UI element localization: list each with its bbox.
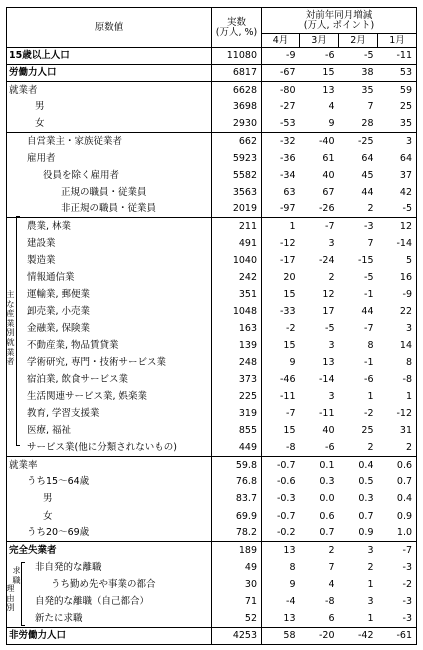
row-change-4: -3 xyxy=(378,559,417,576)
row-change-1: 15 xyxy=(283,340,296,352)
row-label-cell xyxy=(7,48,212,65)
row-value: 5582 xyxy=(212,167,262,184)
row-change-2: 12 xyxy=(322,288,335,300)
row-change-2: 9 xyxy=(328,118,335,130)
row-change-3: 8 xyxy=(367,340,374,352)
table-row xyxy=(7,440,417,457)
row-change-4: -14 xyxy=(378,235,417,252)
row-change-3: 7 xyxy=(367,101,374,113)
row-change-4: 8 xyxy=(378,354,417,371)
row-change-1: -27 xyxy=(279,101,296,113)
row-change-1: -97 xyxy=(279,203,296,215)
row-change-1: -4 xyxy=(286,595,296,607)
row-change-1: 63 xyxy=(283,186,296,198)
row-change-1: 13 xyxy=(262,542,300,559)
row-value: 225 xyxy=(212,388,262,405)
row-change-3: 45 xyxy=(361,169,374,181)
table-row xyxy=(7,525,417,542)
row-change-3: 1 xyxy=(367,612,374,624)
header-month-1: 4月 xyxy=(262,34,300,48)
row-change-3: 28 xyxy=(361,118,374,130)
row-value: 211 xyxy=(212,218,262,235)
row-change-3: 3 xyxy=(367,595,374,607)
row-label: 女 xyxy=(35,118,45,130)
row-label-cell xyxy=(7,235,212,252)
header-change-title: 対前年同月増減 xyxy=(305,10,373,21)
row-change-4: -2 xyxy=(378,576,417,593)
row-label-cell xyxy=(7,99,212,116)
table-row xyxy=(7,133,417,150)
row-change-2: -6 xyxy=(300,48,339,65)
row-change-1: -34 xyxy=(279,169,296,181)
row-change-4: -3 xyxy=(378,610,417,627)
row-change-3: 0.4 xyxy=(339,457,378,474)
table-row xyxy=(7,423,417,440)
row-change-1: 20 xyxy=(283,271,296,283)
row-change-1: 15 xyxy=(283,425,296,437)
row-change-4: 53 xyxy=(378,65,417,82)
labour-force-table xyxy=(6,7,417,645)
row-change-3: 2 xyxy=(367,442,374,454)
header-value-unit: (万人, %) xyxy=(215,26,258,38)
row-change-3: 64 xyxy=(361,152,374,164)
row-label: 非自発的な離職 xyxy=(35,561,102,573)
row-change-2: -24 xyxy=(318,254,335,266)
row-change-3: -15 xyxy=(357,254,374,266)
row-change-4: 0.4 xyxy=(378,491,417,508)
row-label-cell xyxy=(7,610,212,627)
row-label: 労働力人口 xyxy=(9,67,57,79)
row-change-2: -20 xyxy=(300,627,339,644)
row-change-1: 8 xyxy=(289,561,296,573)
header-value-label: 実数 xyxy=(226,17,246,28)
header-change-group xyxy=(262,8,417,34)
row-change-2: 67 xyxy=(322,186,335,198)
header-month-3: 2月 xyxy=(339,34,378,48)
table-row xyxy=(7,491,417,508)
table-row xyxy=(7,150,417,167)
row-change-1: -7 xyxy=(286,408,296,420)
row-change-4: 25 xyxy=(378,99,417,116)
row-value: 59.8 xyxy=(212,457,262,474)
row-label-cell xyxy=(7,82,212,99)
row-change-2: 13 xyxy=(322,357,335,369)
row-change-2: 17 xyxy=(322,305,335,317)
row-value: 4253 xyxy=(212,627,262,644)
row-label-cell xyxy=(7,269,212,286)
row-change-2: 3 xyxy=(328,391,335,403)
row-value: 49 xyxy=(212,559,262,576)
row-change-1: -0.2 xyxy=(276,527,296,539)
row-label: 就業者 xyxy=(9,84,38,96)
row-change-4: 16 xyxy=(378,269,417,286)
row-label-cell xyxy=(7,167,212,184)
row-change-3: 44 xyxy=(361,186,374,198)
row-change-1: -80 xyxy=(262,82,300,99)
row-change-2: -8 xyxy=(325,595,335,607)
table-row xyxy=(7,337,417,354)
row-label: 15歳以上人口 xyxy=(9,50,70,62)
row-change-4: -11 xyxy=(378,48,417,65)
row-value: 69.9 xyxy=(212,508,262,525)
row-change-4: 0.9 xyxy=(378,508,417,525)
row-change-4: -12 xyxy=(378,405,417,422)
row-change-2: -6 xyxy=(325,442,335,454)
row-value: 5923 xyxy=(212,150,262,167)
row-value: 2930 xyxy=(212,116,262,133)
table-row xyxy=(7,542,417,559)
row-change-3: 2 xyxy=(367,561,374,573)
table-row xyxy=(7,269,417,286)
header-change-unit: (万人, ポイント) xyxy=(303,19,375,31)
row-change-1: -67 xyxy=(262,65,300,82)
row-value: 449 xyxy=(212,440,262,457)
row-label-cell xyxy=(7,576,212,593)
row-change-1: -32 xyxy=(262,133,300,150)
row-label-cell xyxy=(7,65,212,82)
row-label-cell xyxy=(7,303,212,320)
row-change-2: 13 xyxy=(300,82,339,99)
row-value: 6628 xyxy=(212,82,262,99)
row-label: 女 xyxy=(43,510,53,522)
row-change-3: 3 xyxy=(339,542,378,559)
row-label: 正規の職員・従業員 xyxy=(61,186,147,198)
row-change-2: 40 xyxy=(322,425,335,437)
row-change-1: -12 xyxy=(279,237,296,249)
row-value: 78.2 xyxy=(212,525,262,542)
row-label-cell xyxy=(7,388,212,405)
row-label: 非労働力人口 xyxy=(9,629,67,641)
row-label: 教育, 学習支援業 xyxy=(27,408,100,420)
row-change-3: 0.7 xyxy=(358,510,374,522)
row-label: 完全失業者 xyxy=(9,544,57,556)
row-value: 139 xyxy=(212,337,262,354)
row-value: 189 xyxy=(212,542,262,559)
row-change-1: -0.7 xyxy=(276,510,296,522)
row-label: サービス業(他に分類されないもの) xyxy=(27,442,177,454)
row-label-cell xyxy=(7,593,212,610)
row-label: 役員を除く雇用者 xyxy=(43,169,120,181)
row-change-2: 0.1 xyxy=(300,457,339,474)
table-row xyxy=(7,388,417,405)
row-label-cell xyxy=(7,542,212,559)
row-value: 83.7 xyxy=(212,491,262,508)
row-change-3: -1 xyxy=(364,357,374,369)
row-label: うち15～64歳 xyxy=(27,476,90,488)
row-label: 不動産業, 物品賃貸業 xyxy=(27,340,119,352)
row-label-cell xyxy=(7,320,212,337)
row-change-1: -53 xyxy=(279,118,296,130)
row-change-2: 7 xyxy=(328,561,335,573)
row-label-cell xyxy=(7,218,212,235)
row-label: 医療, 福祉 xyxy=(27,425,72,437)
row-label: 新たに求職 xyxy=(35,612,83,624)
row-label: 学術研究, 専門・技術サービス業 xyxy=(27,357,167,369)
row-change-4: 37 xyxy=(378,167,417,184)
table-row xyxy=(7,610,417,627)
row-change-4: 0.6 xyxy=(378,457,417,474)
row-change-2: 3 xyxy=(328,237,335,249)
row-label: 自発的な離職（自己都合） xyxy=(35,595,150,607)
row-label-cell xyxy=(7,405,212,422)
row-change-1: -9 xyxy=(262,48,300,65)
row-change-3: 44 xyxy=(361,305,374,317)
row-change-1: -8 xyxy=(286,442,296,454)
row-change-3: 1 xyxy=(367,391,374,403)
industry-bracket xyxy=(16,216,20,446)
row-value: 11080 xyxy=(212,48,262,65)
row-change-4: -61 xyxy=(378,627,417,644)
table-row xyxy=(7,474,417,491)
table-row xyxy=(7,201,417,218)
header-value-column xyxy=(212,8,262,48)
row-label-cell xyxy=(7,184,212,201)
row-label-cell xyxy=(7,371,212,388)
row-label: 金融業, 保険業 xyxy=(27,323,91,335)
row-change-2: -7 xyxy=(300,218,339,235)
row-change-2: 40 xyxy=(322,169,335,181)
row-change-4: 5 xyxy=(378,252,417,269)
row-label: 就業率 xyxy=(9,459,38,471)
row-label-cell xyxy=(7,337,212,354)
row-change-3: 38 xyxy=(339,65,378,82)
row-value: 6817 xyxy=(212,65,262,82)
table-row xyxy=(7,593,417,610)
row-change-4: 42 xyxy=(378,184,417,201)
row-change-1: -0.6 xyxy=(276,476,296,488)
row-change-4: 12 xyxy=(378,218,417,235)
table-row xyxy=(7,48,417,65)
row-change-4: 31 xyxy=(378,423,417,440)
row-label: 男 xyxy=(35,101,45,113)
table-row xyxy=(7,508,417,525)
row-change-4: -3 xyxy=(378,593,417,610)
row-label-cell xyxy=(7,116,212,133)
row-change-4: 14 xyxy=(378,337,417,354)
row-change-3: -42 xyxy=(339,627,378,644)
row-change-4: -5 xyxy=(378,201,417,218)
row-label-cell xyxy=(7,354,212,371)
row-change-2: 0.7 xyxy=(319,527,335,539)
row-label: 情報通信業 xyxy=(27,271,75,283)
row-change-4: 0.7 xyxy=(378,474,417,491)
table-row xyxy=(7,116,417,133)
row-value: 52 xyxy=(212,610,262,627)
table-row xyxy=(7,405,417,422)
row-change-2: 3 xyxy=(328,340,335,352)
row-change-2: -14 xyxy=(318,374,335,386)
reason-side-label-bottom: 理 由 別 xyxy=(6,584,15,613)
row-label-cell xyxy=(7,201,212,218)
table-row xyxy=(7,303,417,320)
row-value: 248 xyxy=(212,354,262,371)
row-label: 雇用者 xyxy=(27,152,56,164)
row-change-2: -11 xyxy=(318,408,335,420)
row-change-4: 2 xyxy=(378,440,417,457)
row-change-1: 1 xyxy=(262,218,300,235)
table-row xyxy=(7,167,417,184)
row-change-3: 25 xyxy=(361,425,374,437)
table-row xyxy=(7,235,417,252)
row-change-4: 3 xyxy=(378,133,417,150)
row-change-1: -46 xyxy=(279,374,296,386)
row-change-2: 2 xyxy=(300,542,339,559)
row-label-cell xyxy=(7,491,212,508)
row-change-3: -5 xyxy=(339,48,378,65)
row-change-1: 58 xyxy=(262,627,300,644)
row-change-3: 0.9 xyxy=(358,527,374,539)
row-change-4: -9 xyxy=(378,286,417,303)
row-label-cell xyxy=(7,252,212,269)
row-label: 生活関連サービス業, 娯楽業 xyxy=(27,391,148,403)
row-change-1: 9 xyxy=(289,578,296,590)
header-month-2: 3月 xyxy=(300,34,339,48)
table-row xyxy=(7,82,417,99)
row-label: 卸売業, 小売業 xyxy=(27,305,91,317)
row-value: 1040 xyxy=(212,252,262,269)
reason-side-label-top: 求 職 xyxy=(12,566,21,585)
row-change-2: -26 xyxy=(318,203,335,215)
row-label: 自営業主・家族従業者 xyxy=(27,135,123,147)
row-label: 非正規の職員・従業員 xyxy=(61,203,157,215)
row-change-4: 59 xyxy=(378,82,417,99)
row-label-cell xyxy=(7,423,212,440)
header-month-4: 1月 xyxy=(378,34,417,48)
table-row xyxy=(7,320,417,337)
row-label-cell xyxy=(7,133,212,150)
row-change-1: -2 xyxy=(286,323,296,335)
row-value: 373 xyxy=(212,371,262,388)
row-label-cell xyxy=(7,559,212,576)
row-change-2: -40 xyxy=(300,133,339,150)
row-change-2: 0.6 xyxy=(319,510,335,522)
row-label-cell xyxy=(7,627,212,644)
reason-bracket xyxy=(21,562,25,626)
row-change-4: 1.0 xyxy=(378,525,417,542)
row-change-4: 64 xyxy=(378,150,417,167)
row-label-cell xyxy=(7,440,212,457)
row-change-1: -17 xyxy=(279,254,296,266)
row-change-1: -36 xyxy=(279,152,296,164)
row-change-1: -33 xyxy=(279,305,296,317)
row-change-2: 6 xyxy=(328,612,335,624)
table-row xyxy=(7,218,417,235)
row-value: 30 xyxy=(212,576,262,593)
row-change-2: 0.0 xyxy=(319,493,335,505)
row-label: 運輸業, 郵便業 xyxy=(27,288,91,300)
row-change-4: 1 xyxy=(378,388,417,405)
row-change-2: 61 xyxy=(322,152,335,164)
table-row xyxy=(7,354,417,371)
table-row xyxy=(7,65,417,82)
row-value: 491 xyxy=(212,235,262,252)
row-label: 農業, 林業 xyxy=(27,220,72,232)
row-change-3: -6 xyxy=(364,374,374,386)
row-change-1: 13 xyxy=(283,612,296,624)
table-row xyxy=(7,627,417,644)
row-change-3: -25 xyxy=(339,133,378,150)
row-label: 宿泊業, 飲食サービス業 xyxy=(27,374,129,386)
row-label: 建設業 xyxy=(27,237,56,249)
row-value: 163 xyxy=(212,320,262,337)
row-change-2: 4 xyxy=(328,578,335,590)
row-change-3: -3 xyxy=(339,218,378,235)
row-label: 製造業 xyxy=(27,254,56,266)
row-change-3: 0.5 xyxy=(358,476,374,488)
row-change-4: 22 xyxy=(378,303,417,320)
row-value: 3698 xyxy=(212,99,262,116)
industry-side-label: 主 な 産 業 別 就 業 者 xyxy=(6,290,15,367)
row-label-cell xyxy=(7,508,212,525)
row-change-1: 9 xyxy=(289,357,296,369)
row-value: 242 xyxy=(212,269,262,286)
table-row xyxy=(7,184,417,201)
row-change-4: -7 xyxy=(378,542,417,559)
row-value: 351 xyxy=(212,286,262,303)
table-row xyxy=(7,576,417,593)
row-change-3: -5 xyxy=(364,271,374,283)
row-change-4: 3 xyxy=(378,320,417,337)
row-value: 2019 xyxy=(212,201,262,218)
row-value: 662 xyxy=(212,133,262,150)
row-label: うち20～69歳 xyxy=(27,527,90,539)
row-change-3: 35 xyxy=(339,82,378,99)
row-label-cell xyxy=(7,286,212,303)
table-row xyxy=(7,559,417,576)
table-row xyxy=(7,457,417,474)
row-change-1: 15 xyxy=(283,288,296,300)
row-change-3: 7 xyxy=(367,237,374,249)
row-change-3: 2 xyxy=(367,203,374,215)
row-change-2: 15 xyxy=(300,65,339,82)
row-change-1: -11 xyxy=(279,391,296,403)
row-change-3: -1 xyxy=(364,288,374,300)
row-value: 3563 xyxy=(212,184,262,201)
table-row xyxy=(7,371,417,388)
row-change-3: -2 xyxy=(364,408,374,420)
row-label-cell xyxy=(7,525,212,542)
row-value: 71 xyxy=(212,593,262,610)
table-row xyxy=(7,252,417,269)
row-change-1: -0.7 xyxy=(262,457,300,474)
row-change-3: 0.3 xyxy=(358,493,374,505)
row-change-2: 4 xyxy=(328,101,335,113)
row-label: 男 xyxy=(43,493,53,505)
row-value: 319 xyxy=(212,405,262,422)
row-value: 855 xyxy=(212,423,262,440)
row-label-cell xyxy=(7,150,212,167)
table-row xyxy=(7,286,417,303)
row-change-4: 35 xyxy=(378,116,417,133)
row-label-cell xyxy=(7,474,212,491)
table-row xyxy=(7,99,417,116)
row-value: 1048 xyxy=(212,303,262,320)
row-label: うち勤め先や事業の都合 xyxy=(51,578,156,590)
row-value: 76.8 xyxy=(212,474,262,491)
row-change-2: 0.3 xyxy=(319,476,335,488)
row-change-3: -7 xyxy=(364,323,374,335)
header-title: 原数値 xyxy=(7,8,212,48)
row-change-2: -5 xyxy=(325,323,335,335)
row-change-3: 1 xyxy=(367,578,374,590)
row-change-2: 2 xyxy=(328,271,335,283)
row-change-4: -8 xyxy=(378,371,417,388)
row-change-1: -0.3 xyxy=(276,493,296,505)
row-label-cell xyxy=(7,457,212,474)
